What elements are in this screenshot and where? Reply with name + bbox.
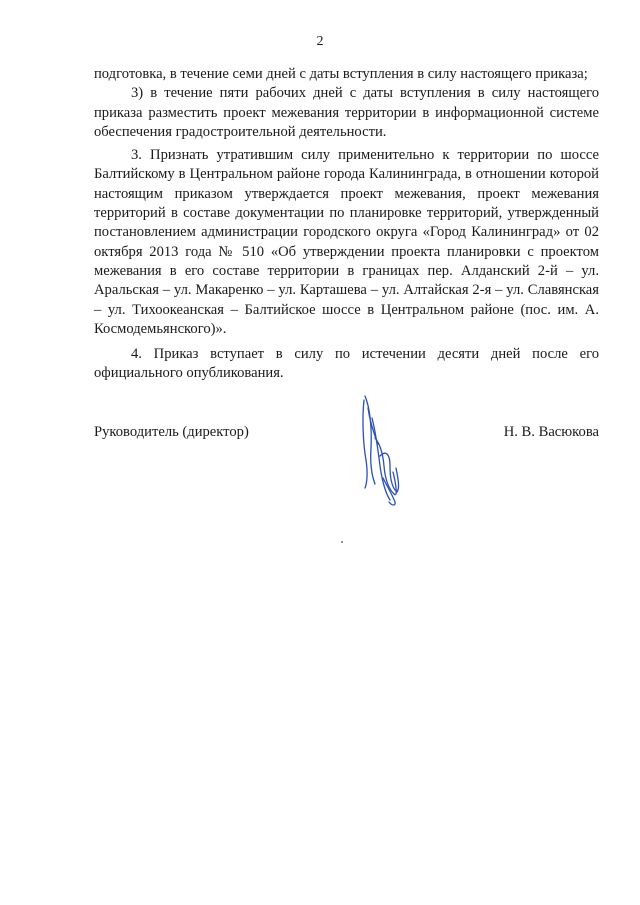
- paragraph-point-3: 3. Признать утратившим силу применительно к территории по шоссе Балтийскому в Центральном районе города Калининграда, в отношении которой настоящим приказом утверждается проект межевания, проект межевания территорий в составе документации по планировке территорий, утвержденный постановлением администрации городского округа «Город Калининград» от 02 октября 2013 года № 510 «Об утверждении проекта планировки с проектом межевания в его составе территории в границах пер. Алданский 2-й – ул. Аральская – ул. Макаренко – ул. Карташева – ул. Алтайская 2-я – ул. Славянская – ул. Тихоокеанская – Балтийское шоссе в Центральном районе (пос. им. А. Космодемьянского)».: [94, 147, 599, 337]
- scan-speck: [341, 541, 343, 543]
- document-body: [94, 65, 599, 384]
- paragraph-continuation: подготовка, в течение семи дней с даты вступления в силу настоящего приказа;: [94, 66, 588, 82]
- paragraph-item-3: 3) в течение пяти рабочих дней с даты вступления в силу настоящего приказа разместить проект межевания территории в информационной системе обеспечения градостроительной деятельности.: [94, 85, 599, 140]
- handwritten-signature: [350, 388, 412, 513]
- page-number: 2: [316, 34, 324, 49]
- position-title: Руководитель (директор): [94, 424, 249, 440]
- signer-name: Н. В. Васюкова: [503, 424, 599, 440]
- signature-block: [94, 424, 599, 446]
- paragraph-point-4: 4. Приказ вступает в силу по истечении десяти дней после его официального опубликования.: [94, 346, 599, 382]
